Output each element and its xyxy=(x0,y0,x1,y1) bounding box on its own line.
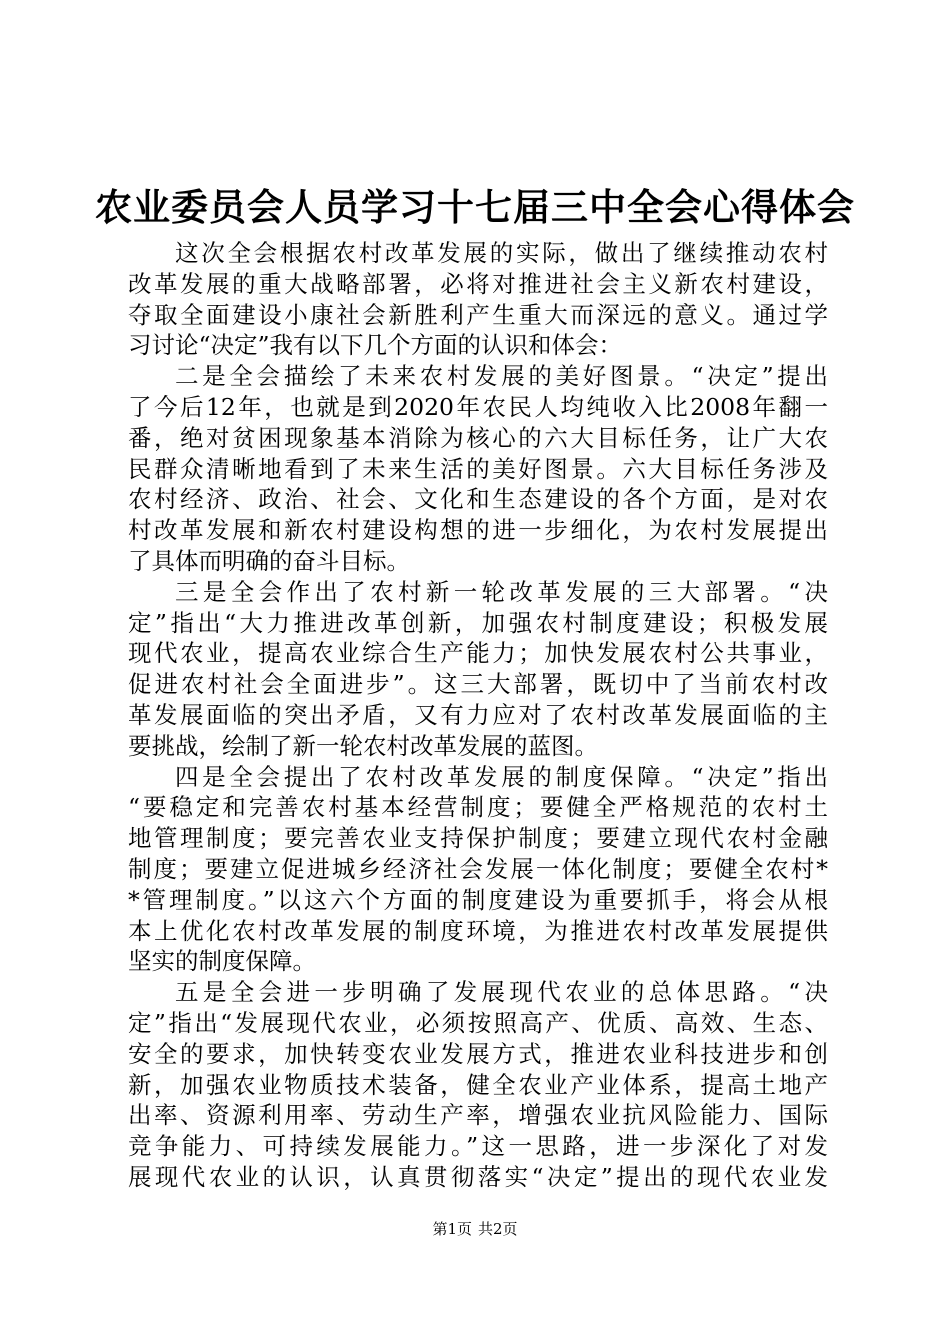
text-line: 了今后12年，也就是到2020年农民人均纯收入比2008年翻一 xyxy=(128,392,828,421)
text-line: 农村经济、政治、社会、文化和生态建设的各个方面，是对农 xyxy=(128,485,828,514)
text-line: “要稳定和完善农村基本经营制度；要健全严格规范的农村土 xyxy=(128,793,828,822)
text-line: 要挑战，绘制了新一轮农村改革发展的蓝图。 xyxy=(128,731,598,760)
text-line: 现代农业，提高农业综合生产能力；加快发展农村公共事业， xyxy=(128,639,828,668)
text-line: 这次全会根据农村改革发展的实际，做出了继续推动农村 xyxy=(175,239,828,267)
text-line: 村改革发展和新农村建设构想的进一步细化，为农村发展提出 xyxy=(128,516,828,545)
text-line: *管理制度。”以这六个方面的制度建设为重要抓手，将会从根 xyxy=(128,885,828,914)
text-line: 展现代农业的认识，认真贯彻落实“决定”提出的现代农业发 xyxy=(128,1162,828,1191)
text-line: 定”指出“大力推进改革创新，加强农村制度建设；积极发展 xyxy=(128,608,828,637)
text-line: 二是全会描绘了未来农村发展的美好图景。“决定”提出 xyxy=(175,362,828,391)
text-line: 制度；要建立促进城乡经济社会发展一体化制度；要健全农村* xyxy=(128,854,828,883)
paragraph xyxy=(128,361,828,577)
text-line: 五是全会进一步明确了发展现代农业的总体思路。“决 xyxy=(175,978,828,1007)
text-line: 安全的要求，加快转变农业发展方式，推进农业科技进步和创 xyxy=(128,1039,828,1068)
text-line: 三是全会作出了农村新一轮改革发展的三大部署。“决 xyxy=(175,577,828,606)
text-line: 竞争能力、可持续发展能力。”这一思路，进一步深化了对发 xyxy=(128,1132,828,1161)
text-line: 地管理制度；要完善农业支持保护制度；要建立现代农村金融 xyxy=(128,824,828,853)
document-title: 农业委员会人员学习十七届三中全会心得体会 xyxy=(95,186,855,229)
text-line: 革发展面临的突出矛盾，又有力应对了农村改革发展面临的主 xyxy=(128,700,828,729)
text-line: 促进农村社会全面进步”。这三大部署，既切中了当前农村改 xyxy=(128,670,828,699)
paragraph xyxy=(128,977,828,1193)
paragraph xyxy=(128,762,828,978)
text-line: 改革发展的重大战略部署，必将对推进社会主义新农村建设， xyxy=(128,269,828,298)
text-line: 四是全会提出了农村改革发展的制度保障。“决定”指出 xyxy=(175,762,828,791)
page-number: 第1页 xyxy=(432,1220,472,1238)
text-line: 番，绝对贫困现象基本消除为核心的六大目标任务，让广大农 xyxy=(128,423,828,452)
text-line: 民群众清晰地看到了未来生活的美好图景。六大目标任务涉及 xyxy=(128,454,828,483)
paragraph xyxy=(128,577,828,762)
text-line: 定”指出“发展现代农业，必须按照高产、优质、高效、生态、 xyxy=(128,1008,828,1037)
text-line: 新，加强农业物质技术装备，健全农业产业体系，提高土地产 xyxy=(128,1070,828,1099)
text-line: 坚实的制度保障。 xyxy=(128,947,316,976)
text-line: 习讨论“决定”我有以下几个方面的认识和体会： xyxy=(128,331,623,360)
document-body xyxy=(128,238,828,1193)
page-footer xyxy=(0,1219,950,1239)
text-line: 出率、资源利用率、劳动生产率，增强农业抗风险能力、国际 xyxy=(128,1101,828,1130)
page-total: 共2页 xyxy=(478,1220,518,1238)
text-line: 夺取全面建设小康社会新胜利产生重大而深远的意义。通过学 xyxy=(128,300,828,329)
paragraph xyxy=(128,238,828,361)
text-line: 了具体而明确的奋斗目标。 xyxy=(128,546,410,575)
text-line: 本上优化农村改革发展的制度环境，为推进农村改革发展提供 xyxy=(128,916,828,945)
